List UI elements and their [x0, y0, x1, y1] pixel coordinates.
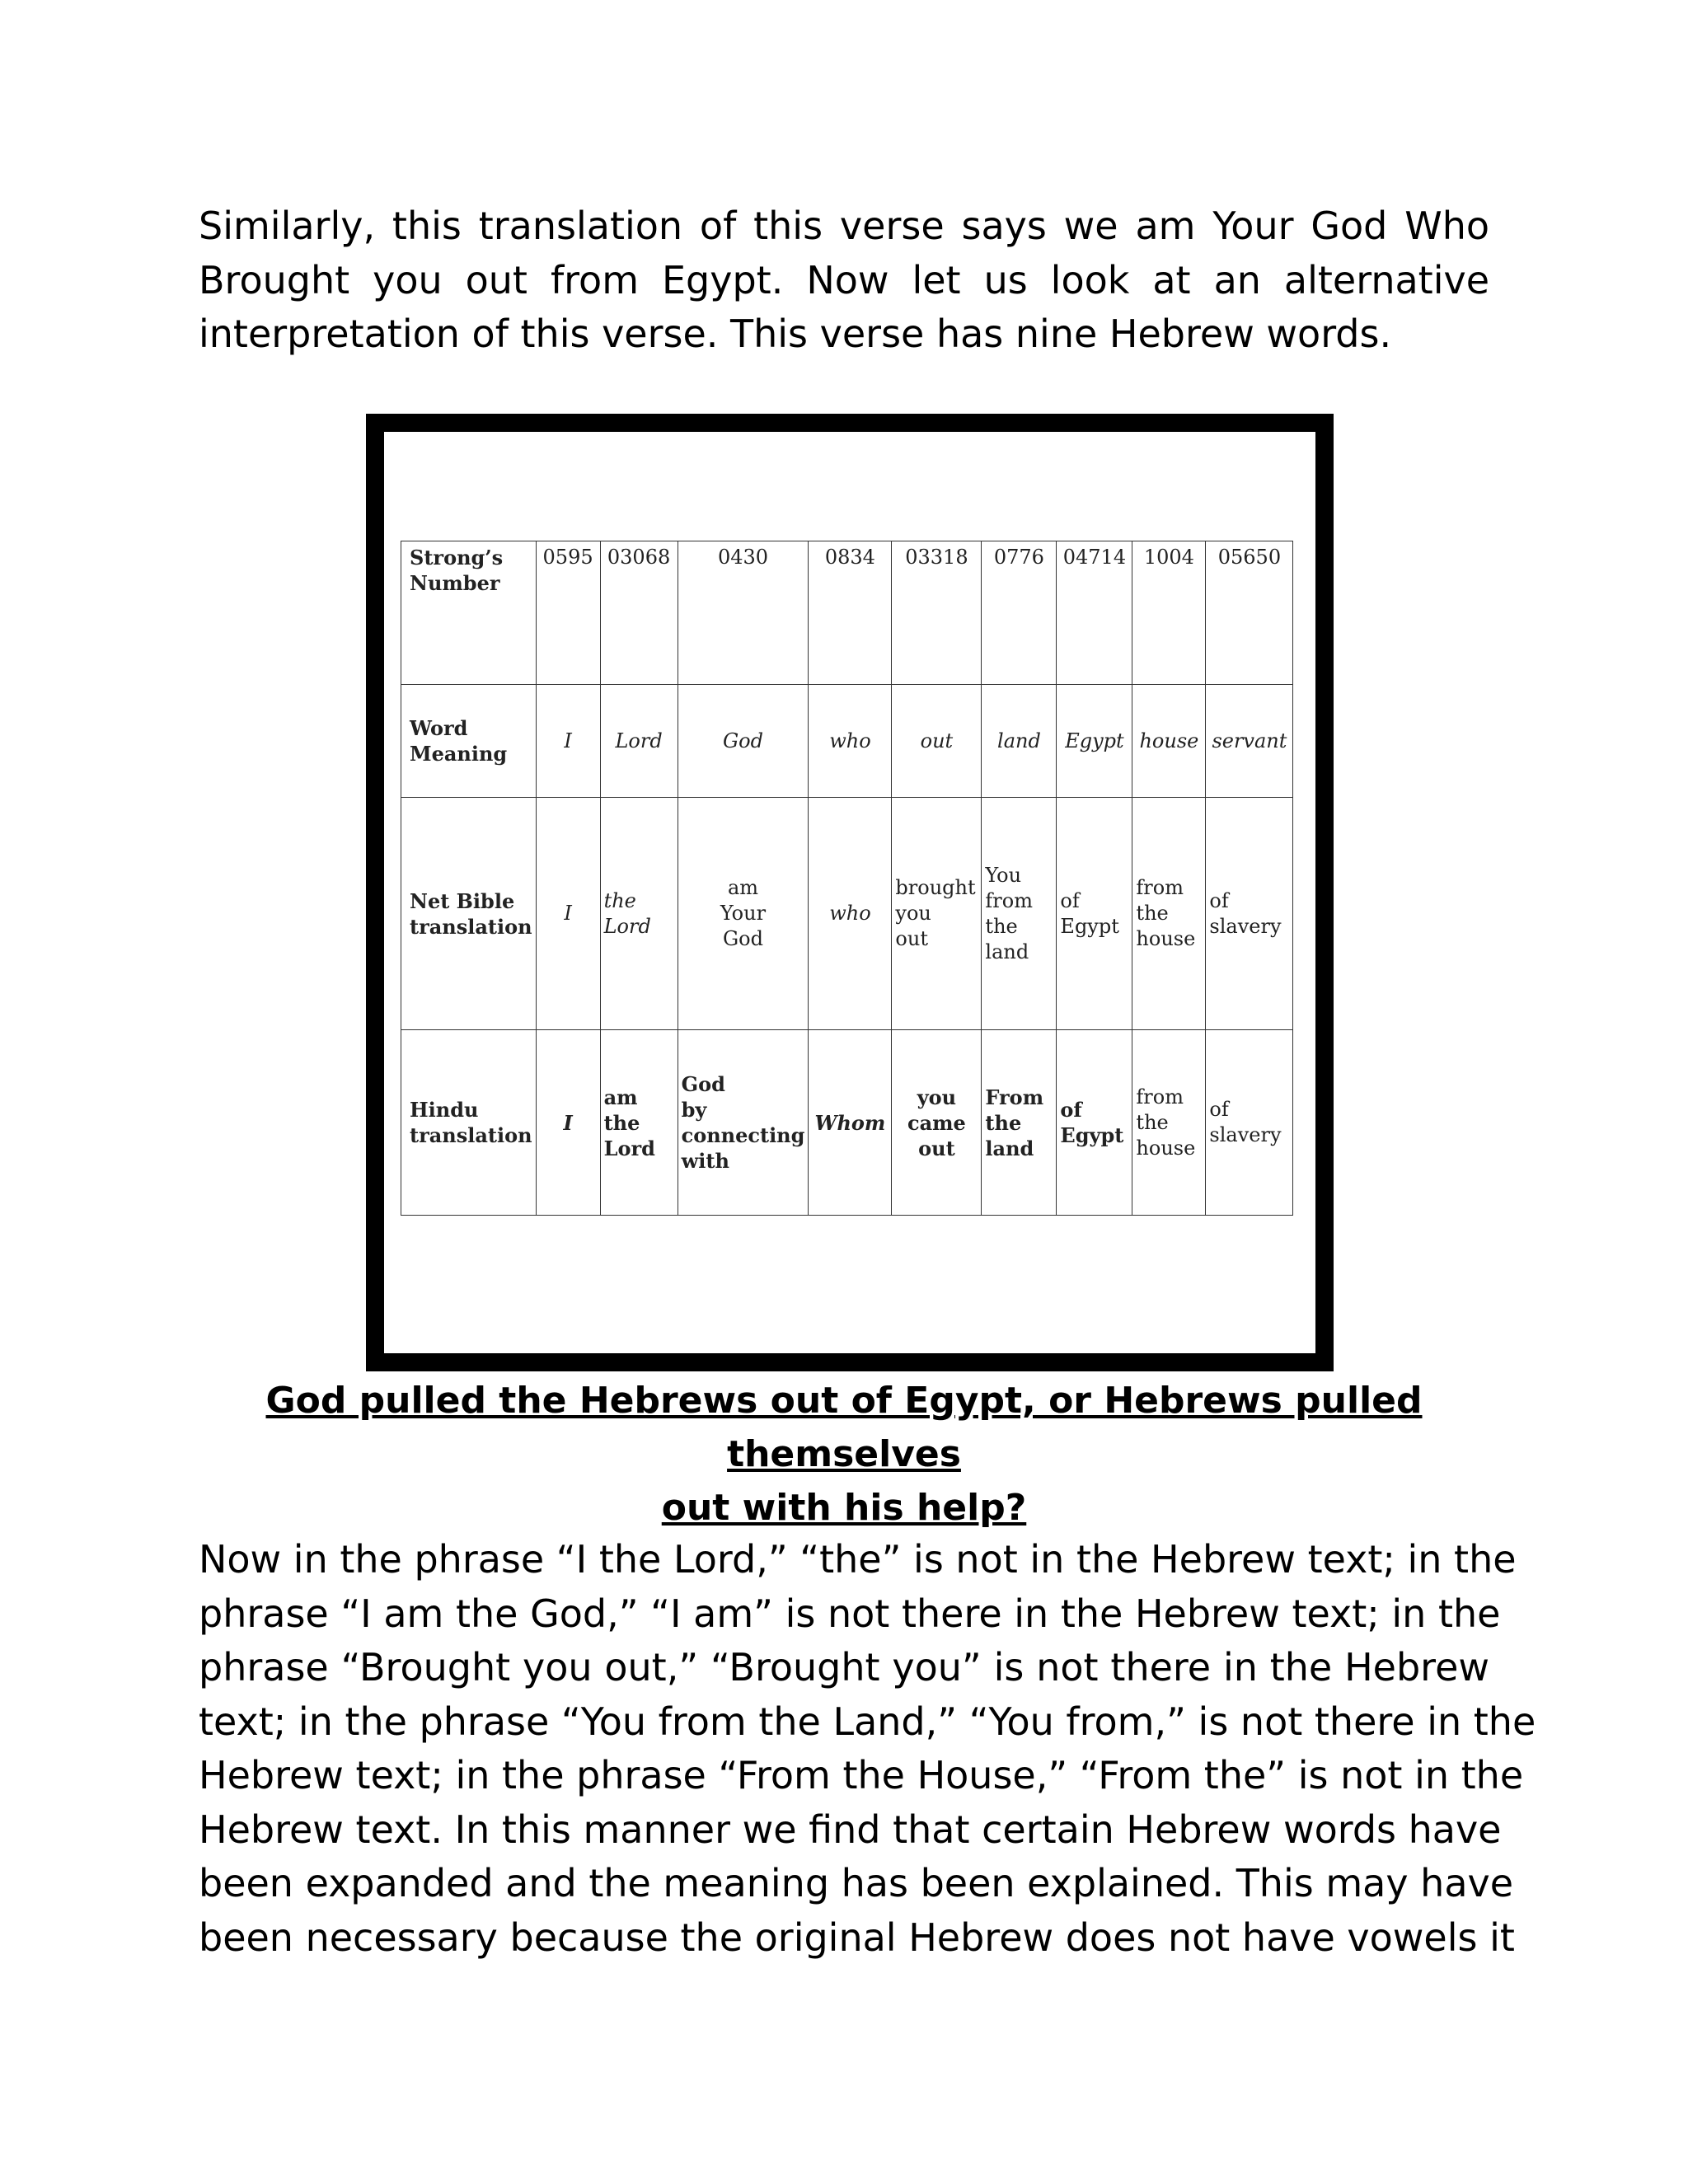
table-cell: am the Lord: [600, 1030, 678, 1216]
table-cell: you came out: [892, 1030, 982, 1216]
paragraph-line: interpretation of this verse. This verse has nine Hebrew words.: [199, 312, 1392, 356]
paragraph-line: phrase “Brought you out,” “Brought you” is not there in the Hebrew: [199, 1645, 1489, 1690]
table-cell: who: [809, 798, 892, 1030]
paragraph-line: Brought you out from Egypt. Now let us look at an alternative: [199, 257, 1489, 302]
paragraph-line: been expanded and the meaning has been explained. This may have: [199, 1861, 1514, 1905]
table-cell: You from the land: [982, 798, 1057, 1030]
row-header: Net Bible translation: [401, 798, 537, 1030]
table-row-strongs-number: [401, 541, 1293, 685]
body-paragraph: [199, 1533, 1536, 1965]
table-row-hindu: [401, 1030, 1293, 1216]
strongs-table-figure: [366, 414, 1334, 1371]
table-cell: out: [892, 685, 982, 798]
table-cell: am Your God: [678, 798, 809, 1030]
table-cell: who: [809, 685, 892, 798]
table-cell: 03068: [600, 541, 678, 685]
table-cell: 03318: [892, 541, 982, 685]
table-cell: 1004: [1132, 541, 1206, 685]
table-cell: 05650: [1206, 541, 1293, 685]
table-cell: of slavery: [1206, 798, 1293, 1030]
paragraph-line: Hebrew text. In this manner we find that certain Hebrew words have: [199, 1807, 1502, 1852]
heading-line: God pulled the Hebrews out of Egypt, or Hebrews pulled themselves: [265, 1380, 1423, 1475]
table-cell: Whom: [809, 1030, 892, 1216]
table-cell: 04714: [1057, 541, 1132, 685]
row-header: Strong’s Number: [401, 541, 537, 685]
table-cell: from the house: [1132, 1030, 1206, 1216]
intro-paragraph: [199, 199, 1489, 362]
table-cell: the Lord: [600, 798, 678, 1030]
table-cell: I: [536, 798, 600, 1030]
table-row-word-meaning: [401, 685, 1293, 798]
paragraph-line: Hebrew text; in the phrase “From the House,” “From the” is not in the: [199, 1753, 1524, 1797]
strongs-word-table: [401, 541, 1293, 1216]
table-cell: land: [982, 685, 1057, 798]
paragraph-line: been necessary because the original Hebrew does not have vowels it: [199, 1915, 1515, 1960]
table-row-net-bible: [401, 798, 1293, 1030]
table-cell: of Egypt: [1057, 1030, 1132, 1216]
paragraph-line: Similarly, this translation of this verse says we am Your God Who: [199, 204, 1489, 248]
table-cell: house: [1132, 685, 1206, 798]
paragraph-line: Now in the phrase “I the Lord,” “the” is not in the Hebrew text; in the: [199, 1537, 1517, 1582]
table-cell: brought you out: [892, 798, 982, 1030]
table-cell: I: [536, 685, 600, 798]
row-header: Hindu translation: [401, 1030, 537, 1216]
table-cell: 0430: [678, 541, 809, 685]
section-heading: [199, 1374, 1489, 1535]
table-cell: from the house: [1132, 798, 1206, 1030]
table-cell: God by connecting with: [678, 1030, 809, 1216]
table-cell: God: [678, 685, 809, 798]
paragraph-line: text; in the phrase “You from the Land,” “You from,” is not there in the: [199, 1699, 1536, 1744]
table-cell: Egypt: [1057, 685, 1132, 798]
table-cell: 0595: [536, 541, 600, 685]
paragraph-line: phrase “I am the God,” “I am” is not there in the Hebrew text; in the: [199, 1591, 1501, 1636]
table-cell: I: [536, 1030, 600, 1216]
row-header: Word Meaning: [401, 685, 537, 798]
table-cell: 0776: [982, 541, 1057, 685]
table-cell: servant: [1206, 685, 1293, 798]
table-cell: 0834: [809, 541, 892, 685]
table-cell: of Egypt: [1057, 798, 1132, 1030]
table-cell: Lord: [600, 685, 678, 798]
table-cell: of slavery: [1206, 1030, 1293, 1216]
table-cell: From the land: [982, 1030, 1057, 1216]
heading-line: out with his help?: [661, 1487, 1027, 1529]
